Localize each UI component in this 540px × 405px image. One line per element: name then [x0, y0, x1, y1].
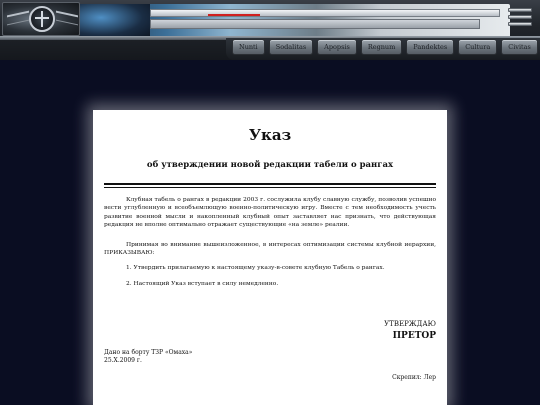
vent-slot	[508, 22, 532, 26]
header-top-bar	[150, 9, 500, 17]
issued-info	[104, 349, 192, 365]
document-title: Указ	[248, 126, 292, 144]
nav-cultura[interactable]: Cultura	[458, 39, 497, 55]
order-item-2: 2. Настоящий Указ вступает в силу немедленно.	[126, 281, 279, 287]
header-second-bar	[150, 19, 480, 29]
nav-civitas[interactable]: Civitas	[501, 39, 538, 55]
issued-place: Дано на борту ТЗР «Омаха»	[104, 349, 193, 356]
paragraph-preamble: Клубная табель о рангах в редакции 2003 г. сослужила клубу славную службу, позволив успешно вести углубленную и всеобъемлющую военно-политическую игру. Вместе с тем необходимость учесть развитие военной мысли и накопленный клубный опыт заставляет нас признать, что действующая редакция не вполне оптимально отражает существующие «на земле» реалии.	[104, 197, 436, 229]
paragraph-order: Принимая во внимание вышеизложенное, в интересах оптимизации системы клубной иерархии, ПРИКАЗЫВАЮ:	[104, 242, 436, 257]
vent-slot	[508, 8, 532, 12]
emblem-wing-right	[56, 11, 78, 26]
vent-slot	[508, 15, 532, 19]
nav-pandektes[interactable]: Pandektes	[406, 39, 454, 55]
divider-thick	[104, 183, 436, 185]
nav-sodalitas[interactable]: Sodalitas	[269, 39, 313, 55]
decree-document	[93, 110, 447, 405]
emblem-icon	[29, 6, 55, 32]
site-logo[interactable]	[2, 2, 80, 36]
nav-nunti[interactable]: Nunti	[232, 39, 265, 55]
divider-thin	[104, 187, 436, 188]
issued-date: 25.X.2009 г.	[104, 357, 142, 364]
signatory-title: ПРЕТОР	[392, 331, 436, 341]
main-nav	[232, 39, 538, 56]
header-frame	[0, 0, 540, 60]
header-planet-view	[80, 4, 150, 38]
document-subtitle: об утверждении новой редакции табели о рангах	[146, 160, 394, 170]
nav-apopsis[interactable]: Apopsis	[317, 39, 357, 55]
nav-regnum[interactable]: Regnum	[361, 39, 402, 55]
emblem-wing-left	[7, 11, 29, 26]
order-item-1: 1. Утвердить прилагаемую к настоящему указу-в-совете клубную Табель о рангах.	[126, 265, 385, 271]
vent-grille	[508, 8, 532, 34]
red-indicator	[208, 14, 260, 16]
approve-label: УТВЕРЖДАЮ	[384, 320, 436, 328]
countersigned-by: Скрепил: Лер	[392, 374, 436, 381]
